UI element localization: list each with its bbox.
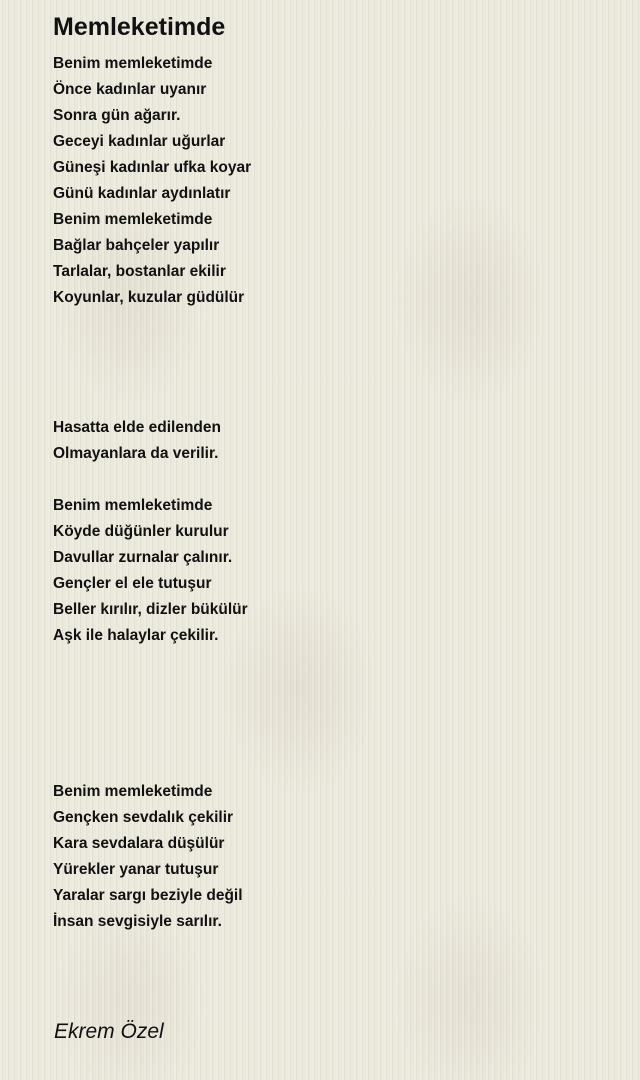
poem-line: Aşk ile halaylar çekilir. xyxy=(53,627,219,644)
blank-line xyxy=(53,467,613,493)
poem-line: Benim memleketimde xyxy=(53,211,213,228)
poem-line: Geceyi kadınlar uğurlar xyxy=(53,133,226,150)
poem-line: Önce kadınlar uyanır xyxy=(53,81,207,98)
poem-line: Olmayanlara da verilir. xyxy=(53,445,219,462)
poem-line: Koyunlar, kuzular güdülür xyxy=(53,289,245,306)
poem-line: Günü kadınlar aydınlatır xyxy=(53,185,231,202)
poem-line: Gençken sevdalık çekilir xyxy=(53,809,234,826)
poem-line: Sonra gün ağarır. xyxy=(53,107,181,124)
poem-title: Memleketimde xyxy=(53,13,226,41)
blank-line xyxy=(53,363,613,389)
poem-line: Yaralar sargı beziyle değil xyxy=(53,887,243,904)
poem-line: İnsan sevgisiyle sarılır. xyxy=(53,913,222,930)
poem-line: Yürekler yanar tutuşur xyxy=(53,861,219,878)
author-signature: Ekrem Özel xyxy=(54,1020,164,1043)
blank-line xyxy=(53,337,613,363)
poem-line: Beller kırılır, dizler bükülür xyxy=(53,601,248,618)
poem-line: Hasatta elde edilenden xyxy=(53,419,221,436)
blank-line xyxy=(53,311,613,337)
blank-line xyxy=(53,701,613,727)
poem-line: Güneşi kadınlar ufka koyar xyxy=(53,159,252,176)
poem-line: Gençler el ele tutuşur xyxy=(53,575,212,592)
poem-line: Kara sevdalara düşülür xyxy=(53,835,225,852)
poem-line: Benim memleketimde xyxy=(53,783,213,800)
poem-line: Benim memleketimde xyxy=(53,55,213,72)
poem-line: Bağlar bahçeler yapılır xyxy=(53,237,220,254)
poem-line: Tarlalar, bostanlar ekilir xyxy=(53,263,226,280)
poem-body xyxy=(53,51,613,935)
poem-line: Köyde düğünler kurulur xyxy=(53,523,229,540)
blank-line xyxy=(53,389,613,415)
blank-line xyxy=(53,649,613,675)
blank-line xyxy=(53,753,613,779)
poem-line: Davullar zurnalar çalınır. xyxy=(53,549,233,566)
poem-line: Benim memleketimde xyxy=(53,497,213,514)
blank-line xyxy=(53,675,613,701)
blank-line xyxy=(53,727,613,753)
